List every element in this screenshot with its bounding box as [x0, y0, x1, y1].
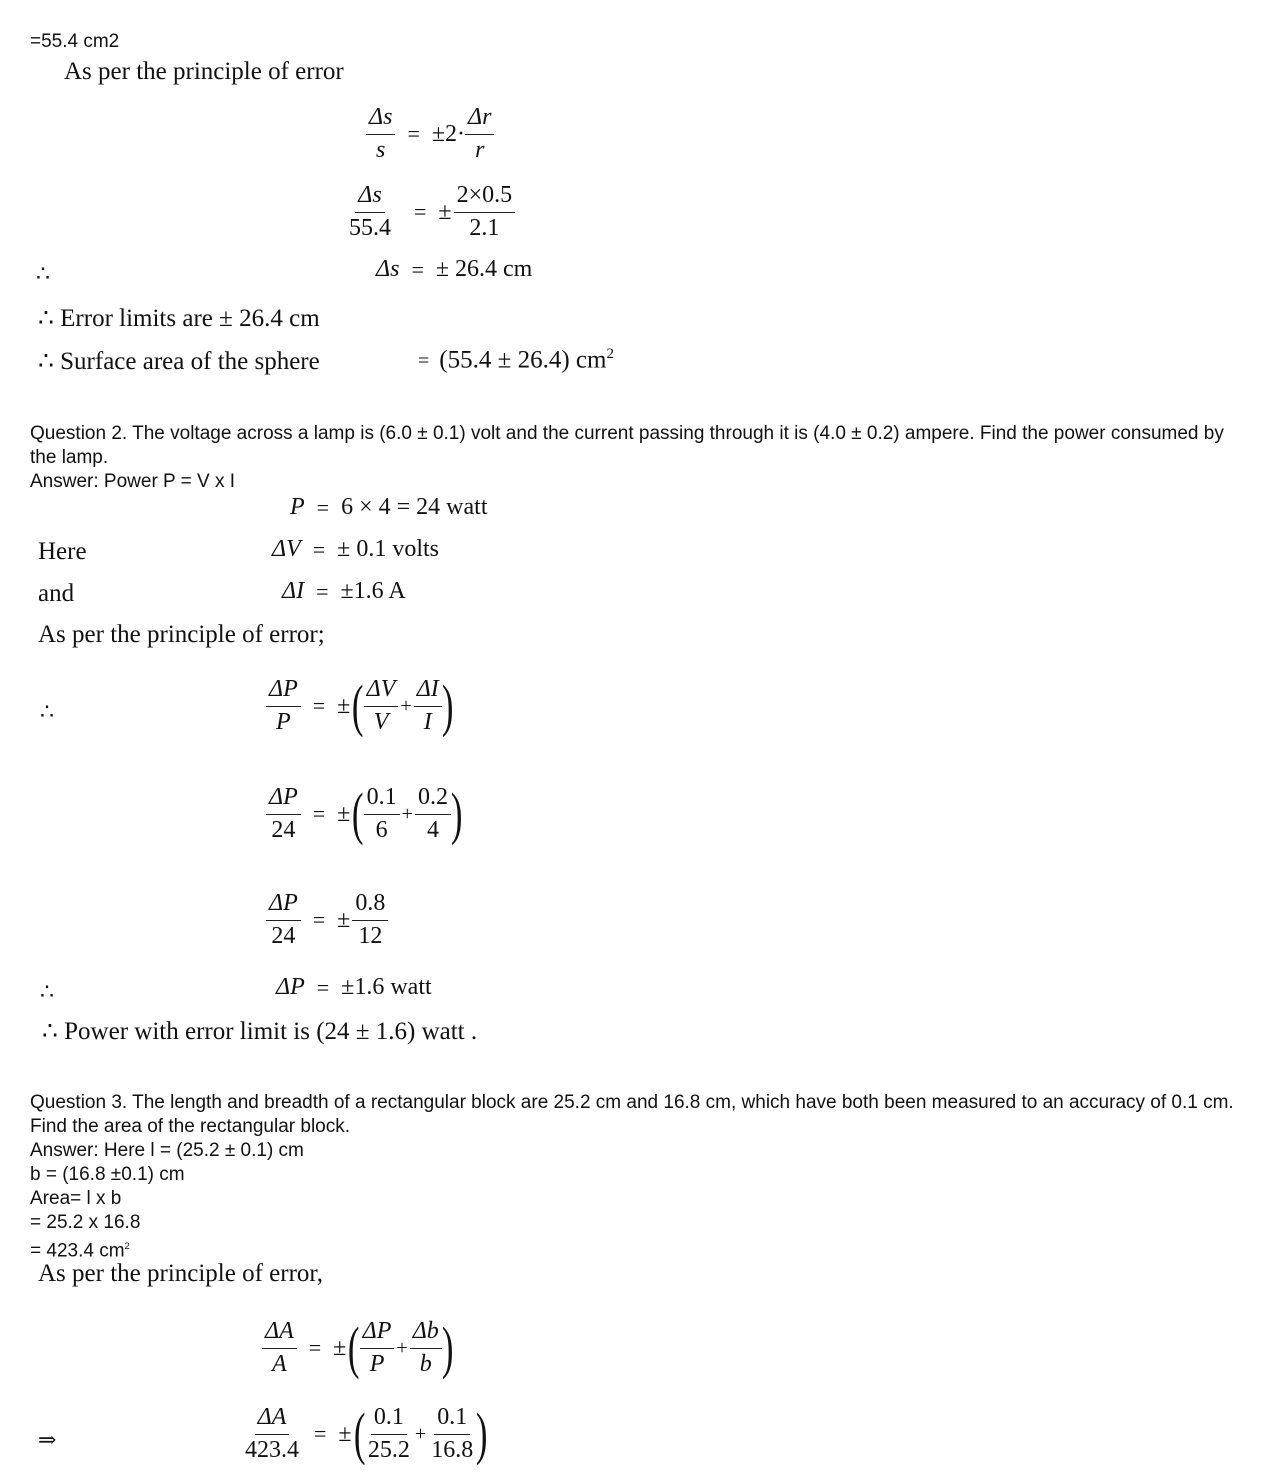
numerator: ΔV	[364, 676, 399, 707]
fraction	[346, 182, 394, 242]
denominator: 2.1	[469, 214, 500, 241]
denominator: s	[376, 136, 386, 163]
therefore-symbol: ∴	[36, 262, 50, 287]
implies-arrow-icon: ⇒	[38, 1428, 57, 1453]
fraction	[428, 1404, 476, 1464]
equals-sign: =	[407, 121, 420, 147]
fraction	[364, 676, 399, 736]
denominator: 24	[271, 816, 296, 843]
plus-minus: ±	[333, 1334, 347, 1361]
plus-minus: ±	[337, 692, 351, 719]
rhs: ±1.6 A	[340, 578, 406, 604]
fraction	[352, 890, 388, 950]
here-label: Here	[38, 538, 87, 565]
surface-area-label: ∴ Surface area of the sphere	[38, 348, 320, 375]
fraction	[364, 784, 400, 844]
fraction	[262, 1318, 297, 1378]
question-3-text: Question 3. The length and breadth of a rectangular block are 25.2 cm and 16.8 cm, which have both been measured to an accuracy of 0.1 cm. Find the area of the rectangular block.	[30, 1092, 1234, 1137]
lhs: ΔI	[282, 578, 305, 604]
value: (55.4 ± 26.4) cm	[439, 346, 607, 374]
equation-relative-error-s	[366, 104, 494, 164]
equation-power	[290, 494, 487, 521]
question-3-answer-length: Answer: Here l = (25.2 ± 0.1) cm	[30, 1140, 304, 1161]
left-paren: (	[348, 1315, 360, 1381]
equals-sign: =	[312, 801, 326, 827]
fraction	[410, 1318, 442, 1378]
numerator: ΔI	[414, 676, 442, 707]
equation-relative-error-a	[262, 1315, 454, 1381]
left-paren: (	[353, 1401, 366, 1467]
denominator: 16.8	[431, 1436, 474, 1463]
fraction	[360, 1318, 395, 1378]
numerator: 0.2	[415, 784, 451, 815]
denominator: V	[373, 708, 389, 735]
numerator: ΔP	[360, 1318, 395, 1349]
numerator: ΔA	[262, 1318, 297, 1349]
equation-simplified-p	[266, 890, 388, 950]
right-paren: )	[476, 1401, 488, 1467]
denominator: 55.4	[349, 214, 391, 241]
numerator: Δs	[355, 182, 384, 213]
equals-sign: =	[312, 907, 326, 933]
denominator: 423.4	[245, 1436, 299, 1463]
right-paren: )	[450, 781, 463, 847]
numerator: ΔA	[255, 1404, 290, 1435]
numerator: 0.1	[434, 1404, 470, 1435]
numerator: ΔP	[266, 890, 301, 921]
value: = 423.4 cm	[30, 1240, 125, 1262]
and-label: and	[38, 580, 75, 607]
numerator: Δr	[465, 104, 494, 135]
error-limits-line: ∴ Error limits are ± 26.4 cm	[38, 305, 320, 332]
plus-sign: +	[414, 1422, 427, 1445]
equals-sign: =	[308, 1335, 322, 1361]
principle-heading: As per the principle of error	[64, 58, 344, 85]
equals-sign: =	[418, 350, 430, 373]
equation-delta-p	[276, 974, 432, 1001]
plus-minus: ±	[337, 800, 351, 827]
equation-delta-v	[272, 536, 439, 563]
breadth-line: b = (16.8 ±0.1) cm	[30, 1164, 185, 1185]
fraction	[365, 1404, 413, 1464]
equation-relative-error-p	[266, 673, 454, 739]
area-formula-line: Area= l x b	[30, 1188, 122, 1209]
rhs: ±1.6 watt	[341, 974, 432, 1000]
plus-sign: +	[396, 1336, 408, 1359]
denominator: 24	[271, 922, 296, 949]
equation-substituted-a	[242, 1401, 488, 1467]
question-2-text: Question 2. The voltage across a lamp is (6.0 ± 0.1) volt and the current passing through it is (4.0 ± 0.2) ampere. Find the power consumed by the lamp.	[30, 423, 1224, 468]
right-paren: )	[441, 673, 454, 739]
equals-sign: =	[316, 578, 329, 604]
equals-sign: =	[312, 536, 326, 562]
plus-minus: ±	[338, 1420, 352, 1447]
fraction	[415, 784, 451, 844]
numerator: 2×0.5	[454, 182, 516, 213]
equals-sign: =	[312, 693, 326, 719]
denominator: A	[272, 1350, 287, 1377]
exponent: 2	[124, 1241, 130, 1252]
denominator: 25.2	[367, 1436, 410, 1463]
fraction	[454, 182, 516, 242]
denominator: 6	[375, 816, 388, 843]
plus-sign: +	[400, 694, 412, 717]
lhs: Δs	[376, 256, 400, 282]
surface-area-value	[418, 346, 614, 374]
therefore-symbol: ∴	[40, 700, 54, 725]
denominator: I	[423, 708, 432, 735]
exponent: 2	[606, 346, 614, 362]
plus-minus-factor: ±2·	[431, 120, 466, 147]
denominator: P	[276, 708, 291, 735]
fraction	[465, 104, 494, 164]
equation-substituted-p	[266, 781, 463, 847]
denominator: 12	[358, 922, 383, 949]
question-2-answer: Answer: Power P = V x I	[30, 471, 236, 492]
plus-sign: +	[401, 802, 413, 825]
numerator: ΔP	[266, 784, 301, 815]
numerator: ΔP	[266, 676, 301, 707]
power-conclusion: ∴ Power with error limit is (24 ± 1.6) watt .	[42, 1018, 478, 1045]
area-product-line: = 25.2 x 16.8	[30, 1212, 141, 1233]
numerator: 0.8	[352, 890, 388, 921]
equals-sign: =	[316, 494, 330, 520]
denominator: r	[475, 136, 485, 163]
fraction	[366, 104, 395, 164]
denominator: b	[419, 1350, 432, 1377]
lhs: ΔP	[276, 974, 305, 1000]
denominator: 4	[426, 816, 439, 843]
equals-sign: =	[411, 256, 424, 282]
plus-minus: ±	[438, 198, 452, 225]
fraction	[414, 676, 442, 736]
numerator: Δs	[366, 104, 395, 135]
rhs: ± 26.4 cm	[435, 256, 533, 282]
therefore-symbol: ∴	[40, 980, 54, 1005]
right-paren: )	[441, 1315, 454, 1381]
equals-sign: =	[414, 199, 427, 225]
plus-minus: ±	[337, 906, 351, 933]
fraction	[266, 676, 301, 736]
area-result-line: =55.4 cm2	[30, 31, 120, 52]
fraction	[266, 784, 301, 844]
equals-sign: =	[314, 1421, 327, 1447]
left-paren: (	[352, 781, 364, 847]
principle-heading-q3: As per the principle of error,	[38, 1260, 323, 1287]
equation-substituted-s	[346, 182, 515, 242]
numerator: Δb	[410, 1318, 442, 1349]
fraction	[266, 890, 301, 950]
lhs: P	[290, 494, 305, 520]
rhs: ± 0.1 volts	[337, 536, 440, 562]
denominator: P	[369, 1350, 385, 1377]
rhs: 6 × 4 = 24 watt	[341, 494, 488, 520]
equation-delta-i	[282, 578, 406, 605]
equation-delta-s	[376, 256, 532, 283]
equals-sign: =	[316, 974, 330, 1000]
numerator: 0.1	[364, 784, 400, 815]
principle-heading-q2: As per the principle of error;	[38, 621, 325, 648]
numerator: 0.1	[371, 1404, 407, 1435]
fraction	[242, 1404, 302, 1464]
lhs: ΔV	[272, 536, 301, 562]
left-paren: (	[352, 673, 364, 739]
